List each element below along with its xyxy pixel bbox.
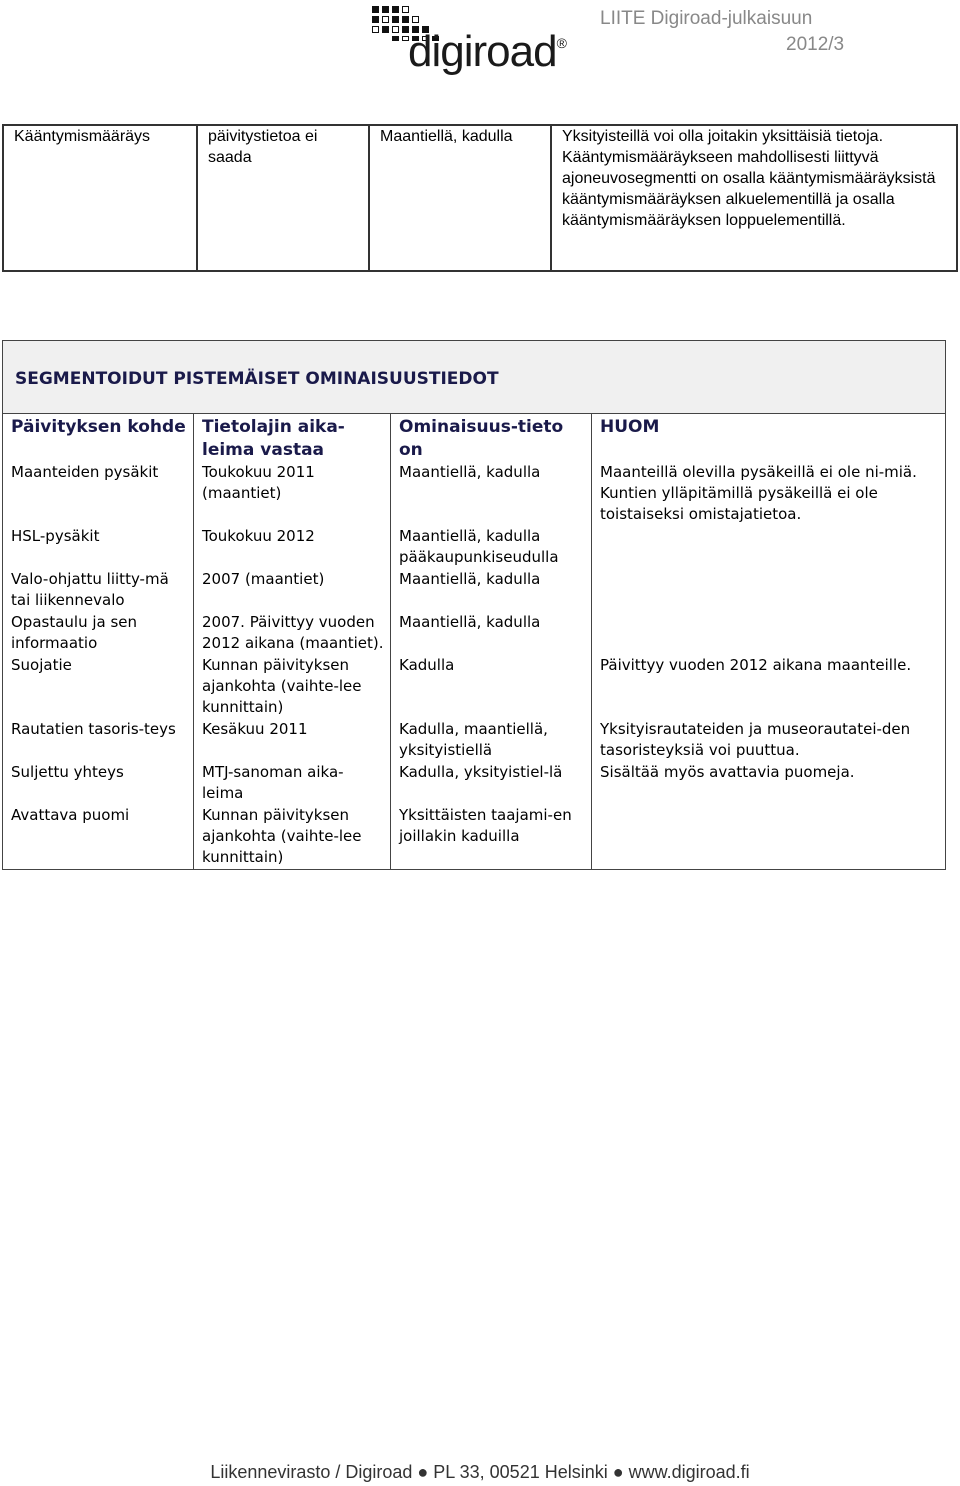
table-cell: Maantiellä, kadulla — [391, 569, 592, 612]
table-cell: Yksityisteillä voi olla joitakin yksittäisiä tietoja. Kääntymismääräykseen mahdollisesti liittyvä ajoneuvosegmentti on osalla kääntymismääräyksistä kääntymismääräyksen alkuelementillä ja osalla kääntymismääräyksen loppuelementillä. — [551, 125, 957, 271]
column-header: Päivityksen kohde — [3, 414, 194, 463]
table-cell: Yksittäisten taajami-en joillakin kaduilla — [391, 805, 592, 870]
table-cell: 2007. Päivittyy vuoden 2012 aikana (maantiet). — [194, 612, 391, 655]
table-row — [3, 612, 946, 655]
table-cell: Rautatien tasoris-teys — [3, 719, 194, 762]
table-cell — [592, 526, 946, 569]
table-row — [3, 526, 946, 569]
section-title: SEGMENTOIDUT PISTEMÄISET OMINAISUUSTIEDOT — [15, 369, 499, 389]
document-header — [600, 6, 900, 58]
table-cell: Kunnan päivityksen ajankohta (vaihte-lee kunnittain) — [194, 655, 391, 719]
table-cell: Toukokuu 2012 — [194, 526, 391, 569]
table-cell: Avattava puomi — [3, 805, 194, 870]
table-cell: Kääntymismääräys — [3, 125, 197, 271]
table-cell: Päivittyy vuoden 2012 aikana maanteille. — [592, 655, 946, 719]
table-cell — [592, 569, 946, 612]
table-cell: Maantiellä, kadulla — [369, 125, 551, 271]
table-row — [3, 125, 957, 271]
table-row — [3, 719, 946, 762]
table-cell: 2007 (maantiet) — [194, 569, 391, 612]
table-cell: Kadulla, yksityistiel-lä — [391, 762, 592, 805]
table-cell: Maanteillä olevilla pysäkeillä ei ole ni-miä. Kuntien ylläpitämillä pysäkeillä ei ole toistaiseksi omistajatietoa. — [592, 462, 946, 526]
table-cell: MTJ-sanoman aika-leima — [194, 762, 391, 805]
table-cell: Kunnan päivityksen ajankohta (vaihte-lee kunnittain) — [194, 805, 391, 870]
table-cell: Opastaulu ja sen informaatio — [3, 612, 194, 655]
column-header: Ominaisuus-tieto on — [391, 414, 592, 463]
table-cell: Kesäkuu 2011 — [194, 719, 391, 762]
table-row — [3, 805, 946, 870]
table-cell: Maantiellä, kadulla — [391, 462, 592, 526]
digiroad-logo — [370, 2, 600, 80]
section-title-box — [2, 340, 946, 413]
table-cell: Kadulla — [391, 655, 592, 719]
header-issue: 2012/3 — [786, 34, 845, 55]
table-cell: Kadulla, maantiellä, yksityistiellä — [391, 719, 592, 762]
table-cell: Valo-ohjattu liitty-mä tai liikennevalo — [3, 569, 194, 612]
table-cell: Maanteiden pysäkit — [3, 462, 194, 526]
table-cell: Sisältää myös avattavia puomeja. — [592, 762, 946, 805]
table-header-row — [3, 414, 946, 463]
table-cell — [592, 612, 946, 655]
page-footer: Liikennevirasto / Digiroad ● PL 33, 00521 Helsinki ● www.digiroad.fi — [210, 1462, 750, 1482]
column-header: Tietolajin aika-leima vastaa — [194, 414, 391, 463]
segmented-attributes-table — [2, 413, 946, 870]
table-cell — [592, 805, 946, 870]
table-cell: Maantiellä, kadulla pääkaupunkiseudulla — [391, 526, 592, 569]
table-row — [3, 569, 946, 612]
header-title: LIITE Digiroad-julkaisuun — [600, 8, 813, 29]
table-cell: Suljettu yhteys — [3, 762, 194, 805]
table-cell: Yksityisrautateiden ja museorautatei-den tasoristeyksiä voi puuttua. — [592, 719, 946, 762]
table-cell: Suojatie — [3, 655, 194, 719]
table-row — [3, 655, 946, 719]
column-header: HUOM — [592, 414, 946, 463]
table-cell: päivitystietoa ei saada — [197, 125, 369, 271]
turn-restriction-table — [2, 124, 958, 272]
logo-wordmark: digiroad® — [408, 27, 566, 76]
table-row — [3, 462, 946, 526]
table-cell: HSL-pysäkit — [3, 526, 194, 569]
table-row — [3, 762, 946, 805]
table-cell: Toukokuu 2011 (maantiet) — [194, 462, 391, 526]
table-cell: Maantiellä, kadulla — [391, 612, 592, 655]
